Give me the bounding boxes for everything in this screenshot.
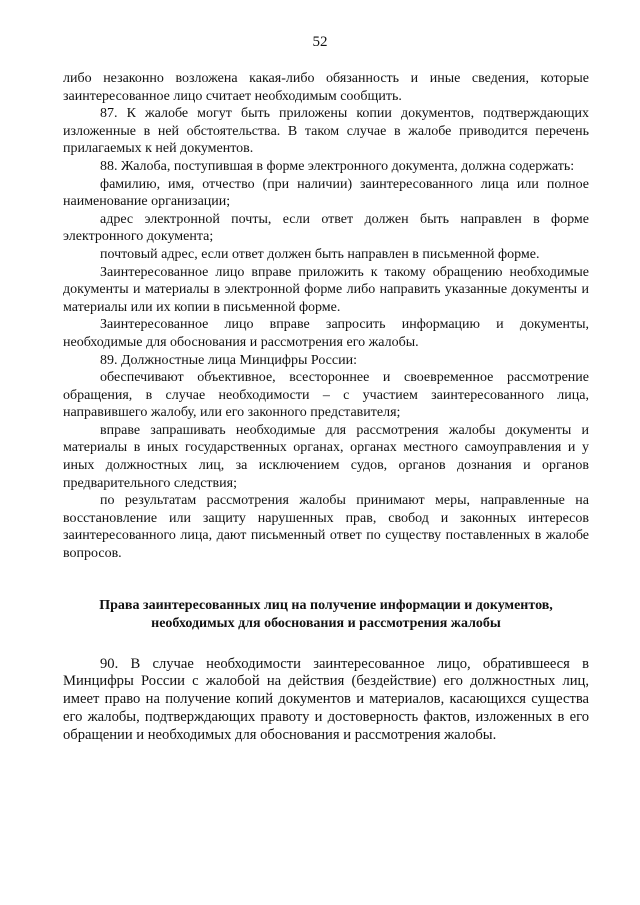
paragraph-88: 88. Жалоба, поступившая в форме электронного документа, должна содержать: (100, 158, 575, 174)
section-heading (63, 597, 589, 634)
section-heading-line-2: необходимых для обоснования и рассмотрения жалобы (151, 616, 501, 632)
paragraph-89: 89. Должностные лица Минцифры России: (100, 352, 357, 368)
paragraph-request-information: Заинтересованное лицо вправе запросить информацию и документы, необходимые для обоснования и рассмотрения его жалобы. (63, 317, 589, 350)
paragraph-87: 87. К жалобе могут быть приложены копии документов, подтверждающих изложенные в ней обстоятельства. В таком случае в жалобе приводится перечень прилагаемых к ней документов. (63, 106, 589, 157)
document-body (63, 70, 589, 745)
list-item-take-measures: по результатам рассмотрения жалобы принимают меры, направленные на восстановление или защиту нарушенных прав, свобод и законных интересов заинтересованного лица, дают письменный ответ по существу поставленных в жалобе вопросов. (63, 493, 589, 562)
list-item-ensure-review: обеспечивают объективное, всестороннее и своевременное рассмотрение обращения, в случае необходимости – с участием заинтересованного лица, направившего жалобу, или его законного представителя; (63, 370, 589, 421)
list-item-postal-address: почтовый адрес, если ответ должен быть направлен в письменной форме. (100, 246, 540, 262)
paragraph-continuation: либо незаконно возложена какая-либо обязанность и иные сведения, которые заинтересованное лицо считает необходимым сообщить. (63, 71, 589, 104)
page-number: 52 (312, 34, 328, 50)
list-item-request-documents: вправе запрашивать необходимые для рассмотрения жалобы документы и материалы в иных государственных органах, органах местного самоуправления и у иных должностных лиц, за исключением судов, органов дознания и органов предварительного следствия; (63, 422, 589, 491)
paragraph-90: 90. В случае необходимости заинтересованное лицо, обратившееся в Минцифры России с жалобой на действия (бездействие) его должностных лиц, имеет право на получение копий документов и материалов, касающихся существа его жалобы, подтверждающих правоту и достоверность фактов, изложенных в его обращении и необходимых для обоснования и рассмотрения жалобы. (63, 655, 589, 743)
section-heading-line-1: Права заинтересованных лиц на получение информации и документов, (99, 597, 553, 613)
paragraph-attach-documents: Заинтересованное лицо вправе приложить к такому обращению необходимые документы и материалы в электронной форме либо направить указанные документы и материалы или их копии в письменной форме. (63, 264, 589, 315)
list-item-email: адрес электронной почты, если ответ должен быть направлен в форме электронного документа; (63, 211, 589, 245)
list-item-full-name: фамилию, имя, отчество (при наличии) заинтересованного лица или полное наименование организации; (63, 176, 589, 210)
